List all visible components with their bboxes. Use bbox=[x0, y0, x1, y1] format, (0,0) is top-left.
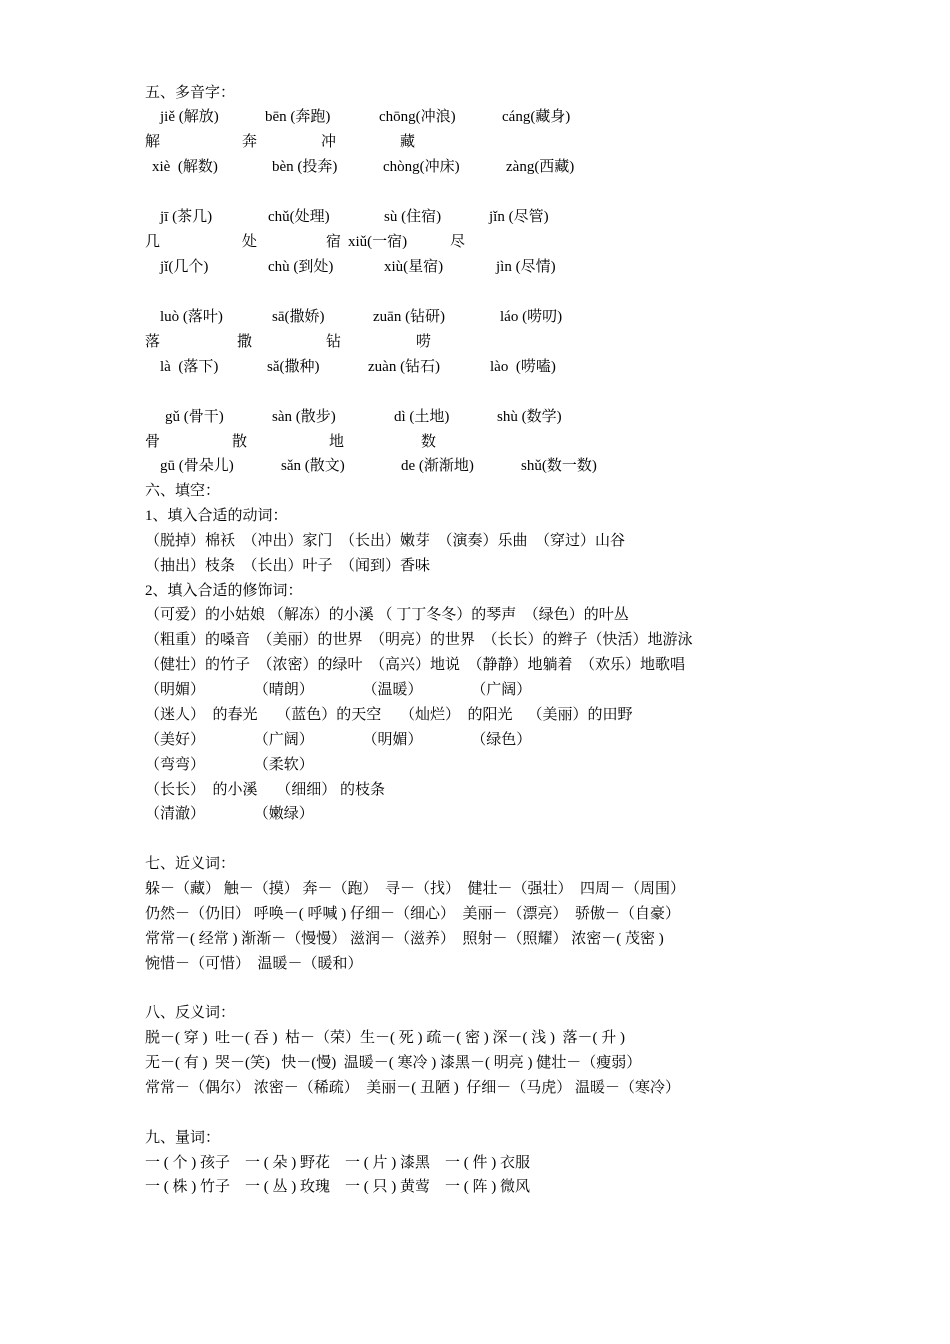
modifier-line: （美好） （广阔） （明媚） （绿色） bbox=[145, 732, 532, 748]
pinyin-top: jī (茶几) bbox=[160, 209, 213, 225]
antonym-line: 常常－（偶尔） 浓密－（稀疏） 美丽－( 丑陋 ) 仔细－（马虎） 温暖－（寒冷） bbox=[145, 1080, 680, 1096]
pinyin-extra: xiǔ(一宿) bbox=[348, 234, 408, 250]
pinyin-bottom: chòng(冲床) bbox=[383, 159, 460, 175]
pinyin-bottom: lào (唠嗑) bbox=[490, 359, 556, 375]
modifier-line: （长长） 的小溪 （细细） 的枝条 bbox=[145, 782, 386, 798]
synonym-line: 仍然－（仍旧） 呼唤－( 呼喊 ) 仔细－（细心） 美丽－（漂亮） 骄傲－（自豪） bbox=[145, 906, 680, 922]
pinyin-top: sàn (散步) bbox=[272, 409, 336, 425]
pinyin-bottom: xiù(星宿) bbox=[384, 259, 444, 275]
antonym-line: 脱－( 穿 ) 吐－( 吞 ) 枯－（荣）生－( 死 ) 疏－( 密 ) 深－( 浅 ) 落－( 升 ) bbox=[145, 1030, 625, 1046]
pinyin-bottom: sǎ(撒种) bbox=[267, 359, 320, 375]
pinyin-top: jiě (解放) bbox=[160, 109, 219, 125]
section-6-heading: 六、填空： bbox=[145, 483, 221, 499]
pinyin-bottom: xiè (解数) bbox=[152, 159, 218, 175]
pinyin-bottom: gū (骨朵儿) bbox=[160, 458, 234, 474]
modifier-line: （粗重）的嗓音 （美丽）的世界 （明亮）的世界 （长长）的辫子（快活）地游泳 bbox=[145, 632, 693, 648]
pinyin-top: cáng(藏身) bbox=[502, 109, 571, 125]
section-6-sub2: 2、填入合适的修饰词： bbox=[145, 583, 303, 599]
polyphone-char: 撒 bbox=[237, 334, 253, 350]
modifier-line: （弯弯） （柔软） bbox=[145, 757, 314, 773]
pinyin-top: chōng(冲浪) bbox=[379, 109, 456, 125]
section-9-heading: 九、量词： bbox=[145, 1130, 221, 1146]
pinyin-top: gǔ (骨干) bbox=[165, 409, 224, 425]
polyphone-char: 地 bbox=[329, 434, 345, 450]
measure-word-line: 一 ( 株 ) 竹子 一 ( 丛 ) 玫瑰 一 ( 只 ) 黄莺 一 ( 阵 ) 微风 bbox=[145, 1179, 530, 1195]
polyphone-char: 藏 bbox=[400, 134, 416, 150]
pinyin-bottom: de (渐渐地) bbox=[401, 458, 474, 474]
polyphone-char: 尽 bbox=[450, 234, 466, 250]
polyphone-char: 宿 bbox=[326, 234, 342, 250]
polyphone-char: 冲 bbox=[321, 134, 337, 150]
pinyin-top: chǔ(处理) bbox=[268, 209, 330, 225]
pinyin-bottom: sǎn (散文) bbox=[281, 458, 345, 474]
pinyin-top: luò (落叶) bbox=[160, 309, 223, 325]
verb-line: （脱掉）棉袄 （冲出）家门 （长出）嫩芽 （演奏）乐曲 （穿过）山谷 bbox=[145, 533, 626, 549]
polyphone-char: 唠 bbox=[416, 334, 432, 350]
synonym-line: 惋惜－（可惜） 温暖－（暖和） bbox=[145, 956, 363, 972]
modifier-line: （明媚） （晴朗） （温暖） （广阔） bbox=[145, 682, 532, 698]
pinyin-top: sù (住宿) bbox=[384, 209, 442, 225]
polyphone-char: 骨 bbox=[145, 434, 161, 450]
synonym-line: 躲－（藏） 触－（摸） 奔－（跑） 寻－（找） 健壮－（强壮） 四周－（周围） bbox=[145, 881, 686, 897]
pinyin-bottom: jìn (尽情) bbox=[496, 259, 556, 275]
modifier-line: （健壮）的竹子 （浓密）的绿叶 （高兴）地说 （静静）地躺着 （欢乐）地歌唱 bbox=[145, 657, 686, 673]
polyphone-char: 钻 bbox=[326, 334, 342, 350]
section-8-heading: 八、反义词： bbox=[145, 1005, 236, 1021]
pinyin-top: dì (土地) bbox=[394, 409, 450, 425]
modifier-line: （可爱）的小姑娘 （解冻）的小溪 （ 丁丁冬冬）的琴声 （绿色）的叶丛 bbox=[145, 607, 629, 623]
pinyin-bottom: chù (到处) bbox=[268, 259, 334, 275]
polyphone-char: 数 bbox=[421, 434, 437, 450]
polyphone-char: 散 bbox=[232, 434, 248, 450]
pinyin-bottom: jǐ(几个) bbox=[160, 259, 209, 275]
modifier-line: （清澈） （嫩绿） bbox=[145, 806, 314, 822]
pinyin-top: sā(撒娇) bbox=[272, 309, 325, 325]
modifier-line: （迷人） 的春光 （蓝色）的天空 （灿烂） 的阳光 （美丽）的田野 bbox=[145, 707, 633, 723]
polyphone-char: 落 bbox=[145, 334, 161, 350]
pinyin-top: jǐn (尽管) bbox=[489, 209, 549, 225]
pinyin-bottom: zuàn (钻石) bbox=[368, 359, 441, 375]
antonym-line: 无－( 有 ) 哭－(笑) 快－(慢) 温暖－( 寒冷 ) 漆黑－( 明亮 ) 健壮－（瘦弱） bbox=[145, 1055, 642, 1071]
polyphone-char: 处 bbox=[242, 234, 258, 250]
measure-word-line: 一 ( 个 ) 孩子 一 ( 朵 ) 野花 一 ( 片 ) 漆黑 一 ( 件 ) 衣服 bbox=[145, 1155, 530, 1171]
pinyin-top: láo (唠叨) bbox=[500, 309, 563, 325]
section-5-heading: 五、多音字： bbox=[145, 85, 236, 101]
pinyin-bottom: là (落下) bbox=[160, 359, 219, 375]
pinyin-bottom: zàng(西藏) bbox=[506, 159, 575, 175]
pinyin-top: zuān (钻研) bbox=[373, 309, 446, 325]
pinyin-top: bēn (奔跑) bbox=[265, 109, 331, 125]
synonym-line: 常常－( 经常 ) 渐渐－（慢慢） 滋润－（滋养） 照射－（照耀） 浓密－( 茂密 ) bbox=[145, 931, 664, 947]
pinyin-top: shù (数学) bbox=[497, 409, 562, 425]
polyphone-char: 解 bbox=[145, 134, 161, 150]
section-7-heading: 七、近义词： bbox=[145, 856, 236, 872]
verb-line: （抽出）枝条 （长出）叶子 （闻到）香味 bbox=[145, 558, 431, 574]
pinyin-bottom: bèn (投奔) bbox=[272, 159, 338, 175]
pinyin-bottom: shǔ(数一数) bbox=[521, 458, 597, 474]
polyphone-char: 几 bbox=[145, 234, 161, 250]
polyphone-char: 奔 bbox=[242, 134, 258, 150]
section-6-sub1: 1、填入合适的动词： bbox=[145, 508, 288, 524]
